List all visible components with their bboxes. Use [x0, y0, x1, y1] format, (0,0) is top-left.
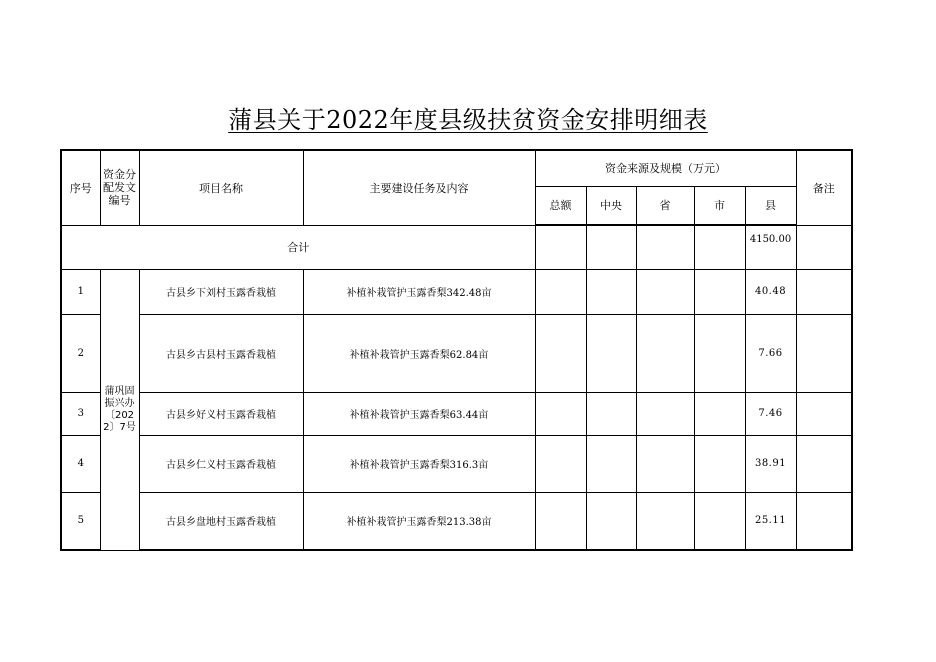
- row-project-name: 古县乡下刘村玉露香栽植: [139, 269, 303, 314]
- total-remark: [796, 225, 852, 269]
- row-project-name: 古县乡好义村玉露香栽植: [139, 392, 303, 435]
- header-content: 主要建设任务及内容: [303, 150, 535, 225]
- table-row: [61, 269, 852, 314]
- row-seq: 5: [61, 492, 100, 550]
- header-county: 县: [745, 186, 796, 225]
- total-county-value: 4150.00: [745, 225, 796, 269]
- row-content: 补植补栽管护玉露香梨62.84亩: [303, 314, 535, 392]
- doc-number: 蒲巩固振兴办〔2022〕7号: [100, 269, 139, 550]
- header-funding-source: 资金来源及规模（万元）: [535, 150, 796, 186]
- row-seq: 1: [61, 269, 100, 314]
- total-cell: [636, 225, 694, 269]
- row-county-value: 38.91: [745, 435, 796, 492]
- row-content: 补植补栽管护玉露香梨342.48亩: [303, 269, 535, 314]
- row-content: 补植补栽管护玉露香梨213.38亩: [303, 492, 535, 550]
- total-cell: [694, 225, 745, 269]
- row-county-value: 25.11: [745, 492, 796, 550]
- table-row: [61, 435, 852, 492]
- row-content: 补植补栽管护玉露香梨63.44亩: [303, 392, 535, 435]
- funding-table: [60, 149, 853, 551]
- row-seq: 2: [61, 314, 100, 392]
- row-content: 补植补栽管护玉露香梨316.3亩: [303, 435, 535, 492]
- total-cell: [535, 225, 586, 269]
- row-county-value: 7.66: [745, 314, 796, 392]
- table-row: [61, 314, 852, 392]
- row-seq: 4: [61, 435, 100, 492]
- total-row: [61, 225, 852, 269]
- header-project-name: 项目名称: [139, 150, 303, 225]
- header-central: 中央: [586, 186, 636, 225]
- header-doc-number: 资金分配发文编号: [100, 150, 139, 225]
- total-label: 合计: [61, 225, 535, 269]
- header-total: 总额: [535, 186, 586, 225]
- header-seq: 序号: [61, 150, 100, 225]
- table-row: [61, 492, 852, 550]
- header-remark: 备注: [796, 150, 852, 225]
- row-project-name: 古县乡盘地村玉露香栽植: [139, 492, 303, 550]
- row-seq: 3: [61, 392, 100, 435]
- table-row: [61, 392, 852, 435]
- page-title: 蒲县关于2022年度县级扶贫资金安排明细表: [228, 106, 708, 134]
- row-project-name: 古县乡仁义村玉露香栽植: [139, 435, 303, 492]
- header-province: 省: [636, 186, 694, 225]
- total-cell: [586, 225, 636, 269]
- row-county-value: 40.48: [745, 269, 796, 314]
- header-city: 市: [694, 186, 745, 225]
- row-county-value: 7.46: [745, 392, 796, 435]
- row-project-name: 古县乡古县村玉露香栽植: [139, 314, 303, 392]
